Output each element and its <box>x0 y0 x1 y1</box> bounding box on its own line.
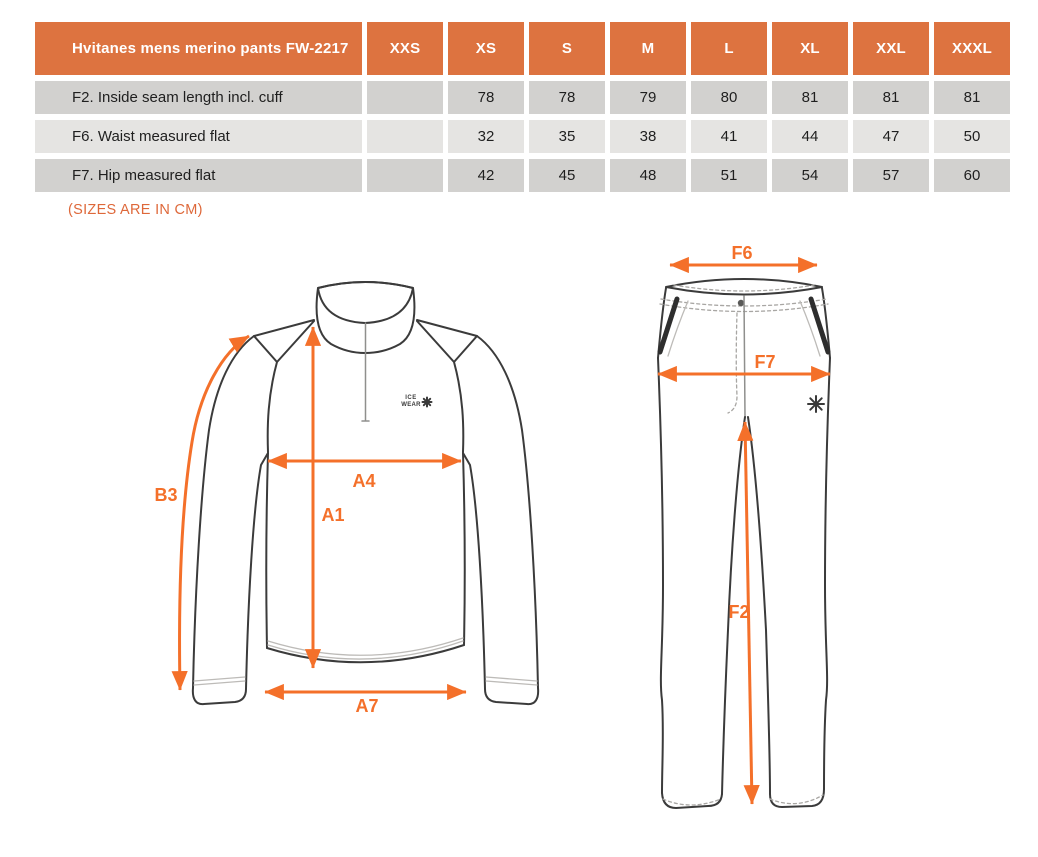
svg-text:ICE: ICE <box>405 395 417 401</box>
svg-text:WEAR: WEAR <box>401 402 421 408</box>
brand-logo <box>401 395 431 408</box>
inseam-length-label: F2 <box>728 602 750 622</box>
shirt-diagram <box>154 282 538 716</box>
value-cell <box>367 159 443 192</box>
zipper-line <box>362 323 369 421</box>
value-cell: 50 <box>934 120 1010 153</box>
chest-width-label: A4 <box>352 471 376 491</box>
front-length-label: A1 <box>321 505 345 525</box>
value-cell: 51 <box>691 159 767 192</box>
value-cell: 81 <box>853 81 929 114</box>
snowflake-icon <box>423 398 432 407</box>
waist-button <box>738 300 744 306</box>
value-cell: 48 <box>610 159 686 192</box>
value-cell: 78 <box>529 81 605 114</box>
row-label-inseam: F2. Inside seam length incl. cuff <box>35 81 362 114</box>
value-cell: 79 <box>610 81 686 114</box>
hem-width-label: A7 <box>355 696 379 716</box>
row-label-waist: F6. Waist measured flat <box>35 120 362 153</box>
hip-width-label: F7 <box>754 352 776 372</box>
value-cell: 57 <box>853 159 929 192</box>
value-cell: 81 <box>934 81 1010 114</box>
value-cell: 38 <box>610 120 686 153</box>
value-cell: 78 <box>448 81 524 114</box>
size-header-s: S <box>529 22 605 75</box>
sleeve-length-label: B3 <box>154 485 178 505</box>
value-cell <box>367 120 443 153</box>
value-cell: 80 <box>691 81 767 114</box>
size-chart-table <box>35 22 1010 192</box>
value-cell: 35 <box>529 120 605 153</box>
value-cell: 54 <box>772 159 848 192</box>
waist-width-label: F6 <box>731 243 753 263</box>
value-cell: 41 <box>691 120 767 153</box>
snowflake-icon <box>808 396 824 412</box>
size-header-xl: XL <box>772 22 848 75</box>
size-header-xxs: XXS <box>367 22 443 75</box>
size-header-l: L <box>691 22 767 75</box>
value-cell: 45 <box>529 159 605 192</box>
size-header-xxl: XXL <box>853 22 929 75</box>
value-cell: 47 <box>853 120 929 153</box>
sizes-unit-note: (SIZES ARE IN CM) <box>68 202 203 218</box>
size-header-xxxl: XXXL <box>934 22 1010 75</box>
value-cell: 32 <box>448 120 524 153</box>
value-cell: 60 <box>934 159 1010 192</box>
row-label-hip: F7. Hip measured flat <box>35 159 362 192</box>
value-cell: 42 <box>448 159 524 192</box>
value-cell: 44 <box>772 120 848 153</box>
size-header-m: M <box>610 22 686 75</box>
value-cell <box>367 81 443 114</box>
size-header-xs: XS <box>448 22 524 75</box>
value-cell: 81 <box>772 81 848 114</box>
pants-diagram <box>658 243 830 808</box>
measurement-diagrams <box>0 230 1038 857</box>
sleeve-length-arrow <box>180 336 249 690</box>
table-title: Hvitanes mens merino pants FW-2217 <box>35 22 362 75</box>
